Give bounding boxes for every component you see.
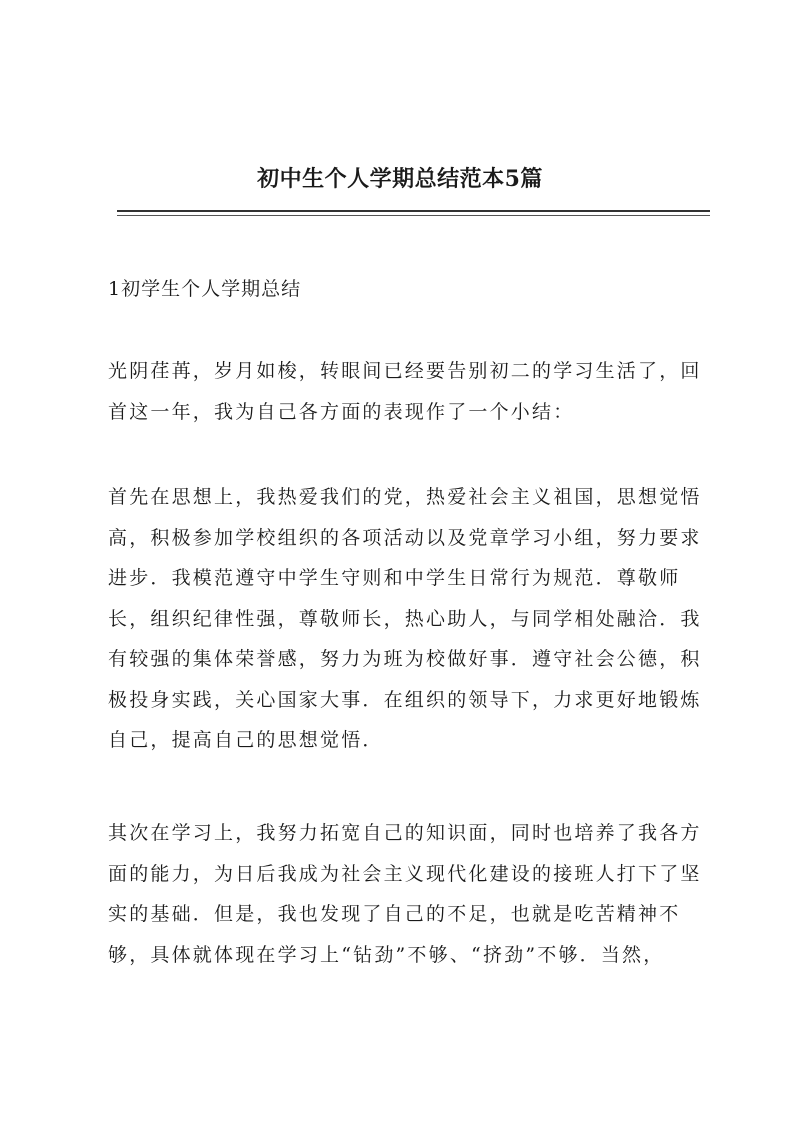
- document-title: 初中生个人学期总结范本5篇: [257, 166, 543, 192]
- paragraph-line: 光阴荏苒，岁月如梭，转眼间已经要告别初二的学习生活了，回: [108, 360, 702, 382]
- paragraph-line: 长，组织纪律性强，尊敬师长，热心助人，与同学相处融洽．我: [108, 607, 702, 630]
- title-divider: [117, 210, 710, 212]
- paragraph-line: 首先在思想上，我热爱我们的党，热爱社会主义祖国，思想觉悟: [108, 486, 702, 508]
- section-heading: 1初学生个人学期总结: [108, 278, 302, 300]
- paragraph-line: 首这一年，我为自己各方面的表现作了一个小结：: [108, 400, 575, 423]
- paragraph-study: [108, 813, 708, 975]
- paragraph-line: 高，积极参加学校组织的各项活动以及党章学习小组，努力要求: [108, 526, 702, 549]
- paragraph-line: 自己，提高自己的思想觉悟．: [108, 729, 384, 751]
- paragraph-line: 进步．我模范遵守中学生守则和中学生日常行为规范．尊敬师: [108, 567, 681, 589]
- paragraph-line: 极投身实践，关心国家大事．在组织的领导下，力求更好地锻炼: [108, 688, 702, 711]
- paragraph-line: 够，具体就体现在学习上“钻劲”不够、“挤劲”不够．当然，: [108, 943, 665, 966]
- paragraph-line: 面的能力，为日后我成为社会主义现代化建设的接班人打下了坚: [108, 862, 702, 885]
- paragraph-line: 其次在学习上，我努力拓宽自己的知识面，同时也培养了我各方: [108, 822, 702, 844]
- paragraph-line: 实的基础．但是，我也发现了自己的不足，也就是吃苦精神不: [108, 903, 681, 925]
- paragraph-line: 有较强的集体荣誉感，努力为班为校做好事．遵守社会公德，积: [108, 648, 702, 670]
- paragraph-intro: [108, 351, 708, 432]
- paragraph-thought: [108, 477, 708, 761]
- title-divider-thin: [117, 215, 710, 216]
